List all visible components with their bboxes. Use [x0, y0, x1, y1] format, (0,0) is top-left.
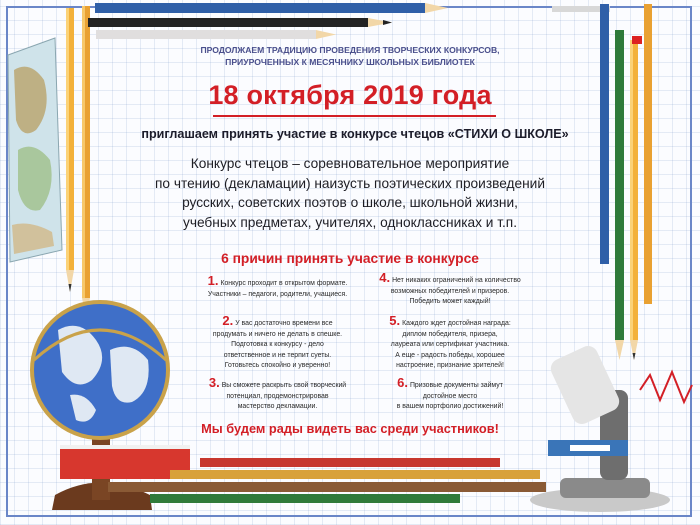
tagline-line-1: ПРОДОЛЖАЕМ ТРАДИЦИЮ ПРОВЕДЕНИЯ ТВОРЧЕСКИХ КОНКУРСОВ,: [200, 45, 500, 55]
reason-text: настроение, признание зрителей!: [396, 362, 504, 370]
reason-text: Вы сможете раскрыть свой творческий: [221, 382, 347, 389]
reason-number: 3.: [208, 375, 220, 390]
tagline-line-2: ПРИУРОЧЕННЫХ К МЕСЯЧНИКУ ШКОЛЬНЫХ БИБЛИОТЕК: [225, 57, 475, 67]
map-sheet: [8, 38, 62, 262]
reason-text: Готовьтесь спокойно и уверенно!: [224, 362, 331, 370]
description-line: русских, советских поэтов о школе, школьной жизни,: [182, 195, 518, 210]
reason-text: лауреата или сертификат участника.: [390, 341, 510, 349]
reason-number: 2.: [222, 313, 234, 328]
reason-3: [185, 375, 370, 413]
reason-5: [355, 313, 545, 372]
closing-message: Мы будем рады видеть вас среди участников!: [201, 421, 499, 436]
reason-text: Конкурс проходит в открытом формате.: [220, 280, 348, 287]
description-line: по чтению (декламации) наизусть поэтических произведений: [155, 175, 545, 191]
pencils-left: [66, 6, 90, 318]
reason-number: 1.: [207, 273, 219, 288]
description-line: учебных предметах, учителях, одноклассниках и т.п.: [183, 214, 517, 230]
reason-number: 6.: [397, 375, 408, 390]
event-date: 18 октября 2019 года: [208, 80, 492, 110]
reason-1: [185, 273, 370, 300]
reason-text: достойное место: [422, 392, 478, 400]
reason-text: Участники – педагоги, родители, учащиеся.: [207, 290, 348, 298]
reason-6: [355, 375, 545, 413]
date-underline: [213, 115, 496, 117]
reason-text: Каждого ждет достойная награда:: [402, 320, 511, 327]
reason-4: [355, 270, 545, 308]
reason-text: Подготовка к конкурсу - дело: [231, 341, 324, 349]
reason-number: 5.: [389, 313, 401, 328]
tagline: [150, 44, 550, 68]
reason-text: возможных победителей и призеров.: [390, 287, 510, 295]
description: [110, 154, 590, 232]
description-line: Конкурс чтецов – соревновательное мероприятие: [190, 156, 510, 171]
invite-text: приглашаем принять участие в конкурсе чтецов «СТИХИ О ШКОЛЕ»: [141, 127, 569, 141]
reason-number: 4.: [379, 270, 391, 285]
reason-text: потенциал, продемонстрировав: [226, 392, 329, 400]
reason-text: Призовые документы займут: [409, 382, 503, 389]
reasons-title: 6 причин принять участие в конкурсе: [221, 251, 479, 266]
reason-text: в вашем портфолио достижений!: [396, 403, 504, 411]
microscope: [530, 343, 692, 512]
reason-2: [185, 313, 370, 372]
reason-text: мастерство декламации.: [237, 403, 318, 411]
reason-text: А еще - радость победы, хорошее: [395, 351, 505, 359]
reason-text: ответственное и не терпит суеты.: [223, 351, 332, 359]
reason-text: продумать и ничего не делать в спешке.: [212, 330, 343, 338]
pencils-top: [88, 3, 448, 39]
reason-text: Победить может каждый!: [409, 298, 491, 306]
reason-text: диплом победителя, призера,: [402, 330, 498, 338]
reason-text: Нет никаких ограничений на количество: [392, 277, 521, 284]
reason-text: У вас достаточно времени все: [235, 320, 333, 327]
